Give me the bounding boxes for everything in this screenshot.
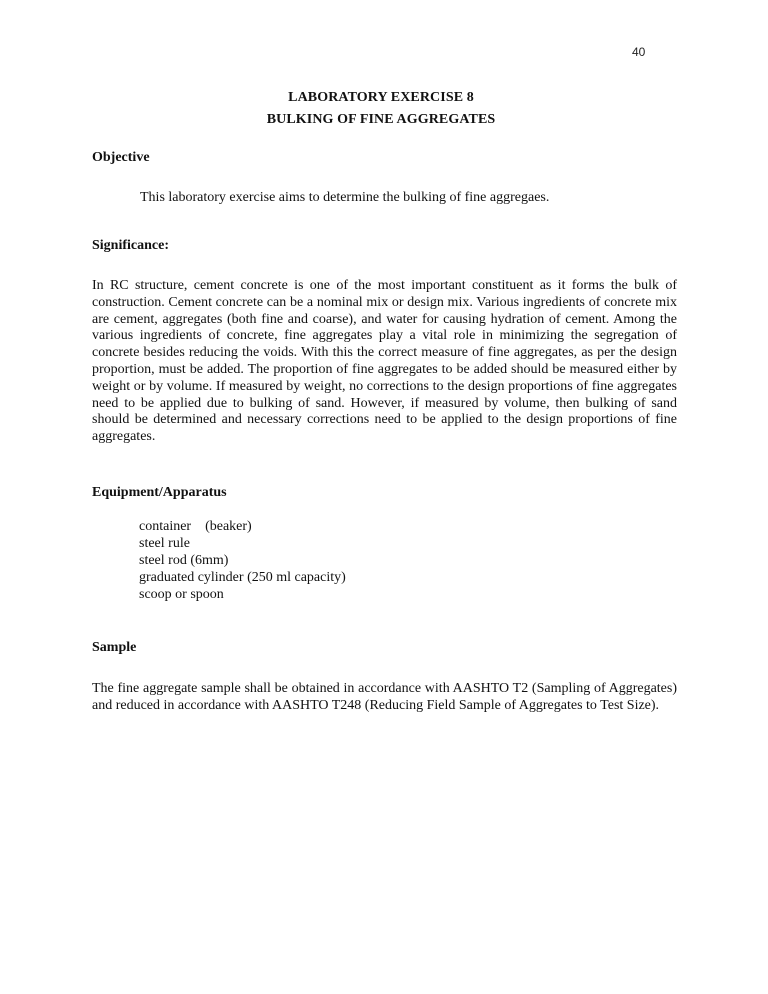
significance-heading: Significance: — [92, 238, 169, 253]
equipment-heading: Equipment/Apparatus — [92, 485, 227, 500]
exercise-title: LABORATORY EXERCISE 8 — [288, 90, 474, 105]
exercise-subtitle: BULKING OF FINE AGGREGATES — [266, 112, 496, 127]
sample-heading: Sample — [92, 640, 137, 655]
equipment-list — [139, 518, 346, 603]
page-number: 40 — [632, 45, 646, 59]
equipment-item: scoop or spoon — [139, 587, 224, 602]
equipment-item: graduated cylinder (250 ml capacity) — [139, 570, 346, 585]
equipment-item: container (beaker) — [139, 519, 252, 534]
equipment-item: steel rod (6mm) — [139, 553, 229, 568]
significance-paragraph: In RC structure, cement concrete is one of the most important constituent as it forms the bulk of construction. Cement concrete can be a nominal mix or design mix. Various ingredients of concrete mix are cement, aggregates (both fine and coarse), and water for causing hydration of cement. Among the various ingredients of concrete, fine aggregates play a vital role in minimizing the segregation of concrete besides reducing the voids. With this the correct measure of fine aggregates, as per the design proportion, must be added. The proportion of fine aggregates to be added should be measured either by weight or by volume. If measured by weight, no corrections to the design proportions of fine aggregates need to be applied due to bulking of sand. However, if measured by volume, then bulking of sand should be determined and necessary corrections need to be applied to the design proportions of fine aggregates. — [92, 278, 677, 445]
objective-heading: Objective — [92, 150, 150, 165]
objective-text: This laboratory exercise aims to determine the bulking of fine aggregaes. — [140, 190, 550, 205]
sample-paragraph: The fine aggregate sample shall be obtained in accordance with AASHTO T2 (Sampling of Aggregates) and reduced in accordance with AASHTO T248 (Reducing Field Sample of Aggregates to Test Size). — [92, 681, 677, 713]
equipment-item: steel rule — [139, 536, 190, 551]
